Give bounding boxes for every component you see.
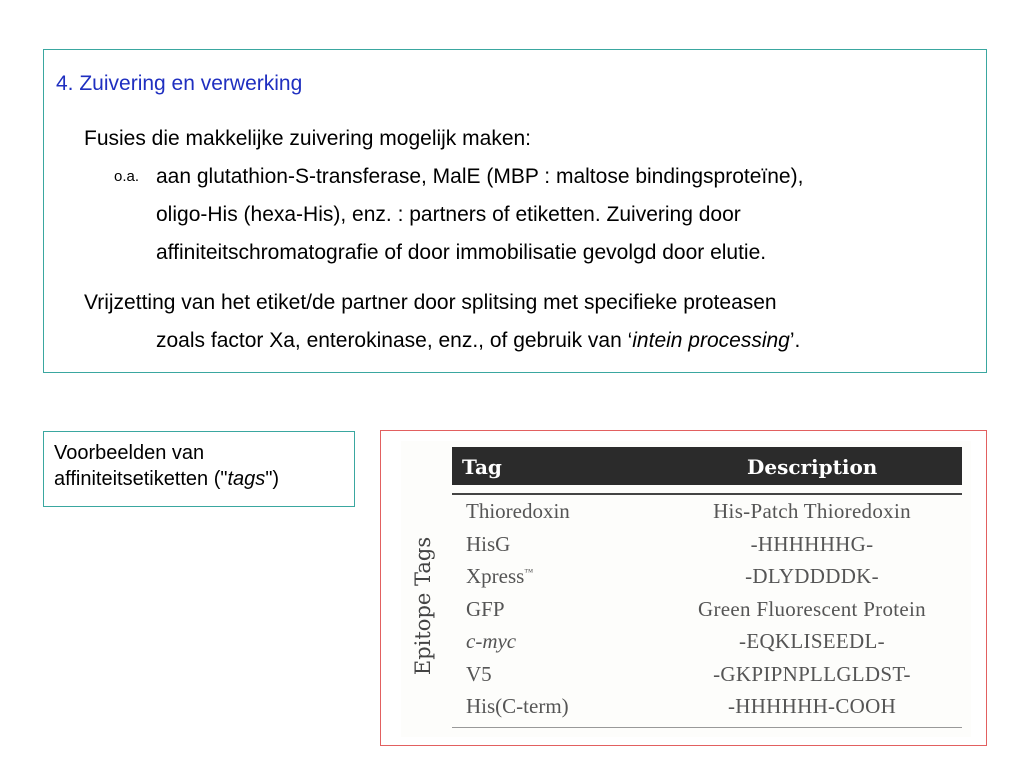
cell-description: Green Fluorescent Protein <box>698 596 926 621</box>
cell-tag <box>466 499 570 524</box>
examples-caption-box <box>43 431 355 507</box>
epitope-tags-figure <box>380 430 987 746</box>
oa-label: o.a. <box>114 168 140 185</box>
intein-processing-term: intein processing <box>632 329 790 352</box>
epitope-table <box>452 447 962 728</box>
cell-description: -HHHHHHG- <box>750 531 874 556</box>
cell-description: -GKPIPNPLLGLDST- <box>713 661 911 686</box>
table-row <box>452 528 962 561</box>
tag-name: Thioredoxin <box>466 499 570 523</box>
table-bottom-divider <box>452 727 962 728</box>
cell-description: -EQKLISEEDL- <box>739 629 885 653</box>
cell-tag <box>466 662 492 687</box>
partners-line-1: aan glutathion-S-transferase, MalE (MBP : maltose bindingsproteïne), <box>156 165 804 188</box>
examples-line-2-text: affiniteitsetiketten (" <box>54 468 228 490</box>
cell-tag <box>466 597 505 622</box>
partners-line-3: affiniteitschromatografie of door immobilisatie gevolgd door elutie. <box>156 241 767 264</box>
tag-name: V5 <box>466 661 492 686</box>
side-label-text: Epitope Tags <box>411 536 435 676</box>
examples-line-2 <box>54 468 279 490</box>
release-line-2-text: zoals factor Xa, enterokinase, enz., of gebruik van ‘ <box>156 329 633 352</box>
table-row <box>452 658 962 691</box>
paragraph-partners <box>156 158 803 272</box>
scanned-table-image <box>401 441 971 737</box>
main-text-box <box>43 49 987 373</box>
paragraph-fusions: Fusies die makkelijke zuivering mogelijk maken: <box>84 127 532 150</box>
examples-line-1: Voorbeelden van <box>54 442 205 464</box>
cell-tag <box>466 564 533 589</box>
table-row <box>452 593 962 626</box>
paragraph-release <box>84 284 800 360</box>
tag-name: GFP <box>466 596 505 621</box>
table-row <box>452 625 962 658</box>
release-line-2-end: ’. <box>789 329 801 352</box>
header-description: Description <box>747 455 878 479</box>
table-row <box>452 690 962 723</box>
cell-tag <box>466 629 516 654</box>
table-body <box>452 495 962 723</box>
side-label <box>403 531 443 681</box>
examples-line-2-end: ") <box>265 468 280 490</box>
tag-name: c-myc <box>466 629 517 653</box>
cell-description: -HHHHHH-COOH <box>727 694 897 718</box>
table-row <box>452 560 962 593</box>
section-heading: 4. Zuivering en verwerking <box>56 72 303 95</box>
header-tag: Tag <box>462 455 502 479</box>
table-header <box>452 447 962 485</box>
table-row <box>452 495 962 528</box>
cell-description: -DLYDDDDK- <box>745 564 879 588</box>
tags-term: tags <box>227 468 266 490</box>
cell-tag <box>466 694 569 719</box>
cell-tag <box>466 532 510 557</box>
cell-description: His-Patch Thioredoxin <box>713 499 911 523</box>
tag-name: His(C-term) <box>466 694 569 718</box>
release-line-2 <box>84 322 800 360</box>
release-line-1: Vrijzetting van het etiket/de partner door splitsing met specifieke proteasen <box>84 291 777 314</box>
tag-name: Xpress <box>466 564 525 588</box>
trademark-mark: ™ <box>524 567 534 577</box>
partners-line-2: oligo-His (hexa-His), enz. : partners of etiketten. Zuivering door <box>156 203 741 226</box>
tag-name: HisG <box>466 531 511 556</box>
